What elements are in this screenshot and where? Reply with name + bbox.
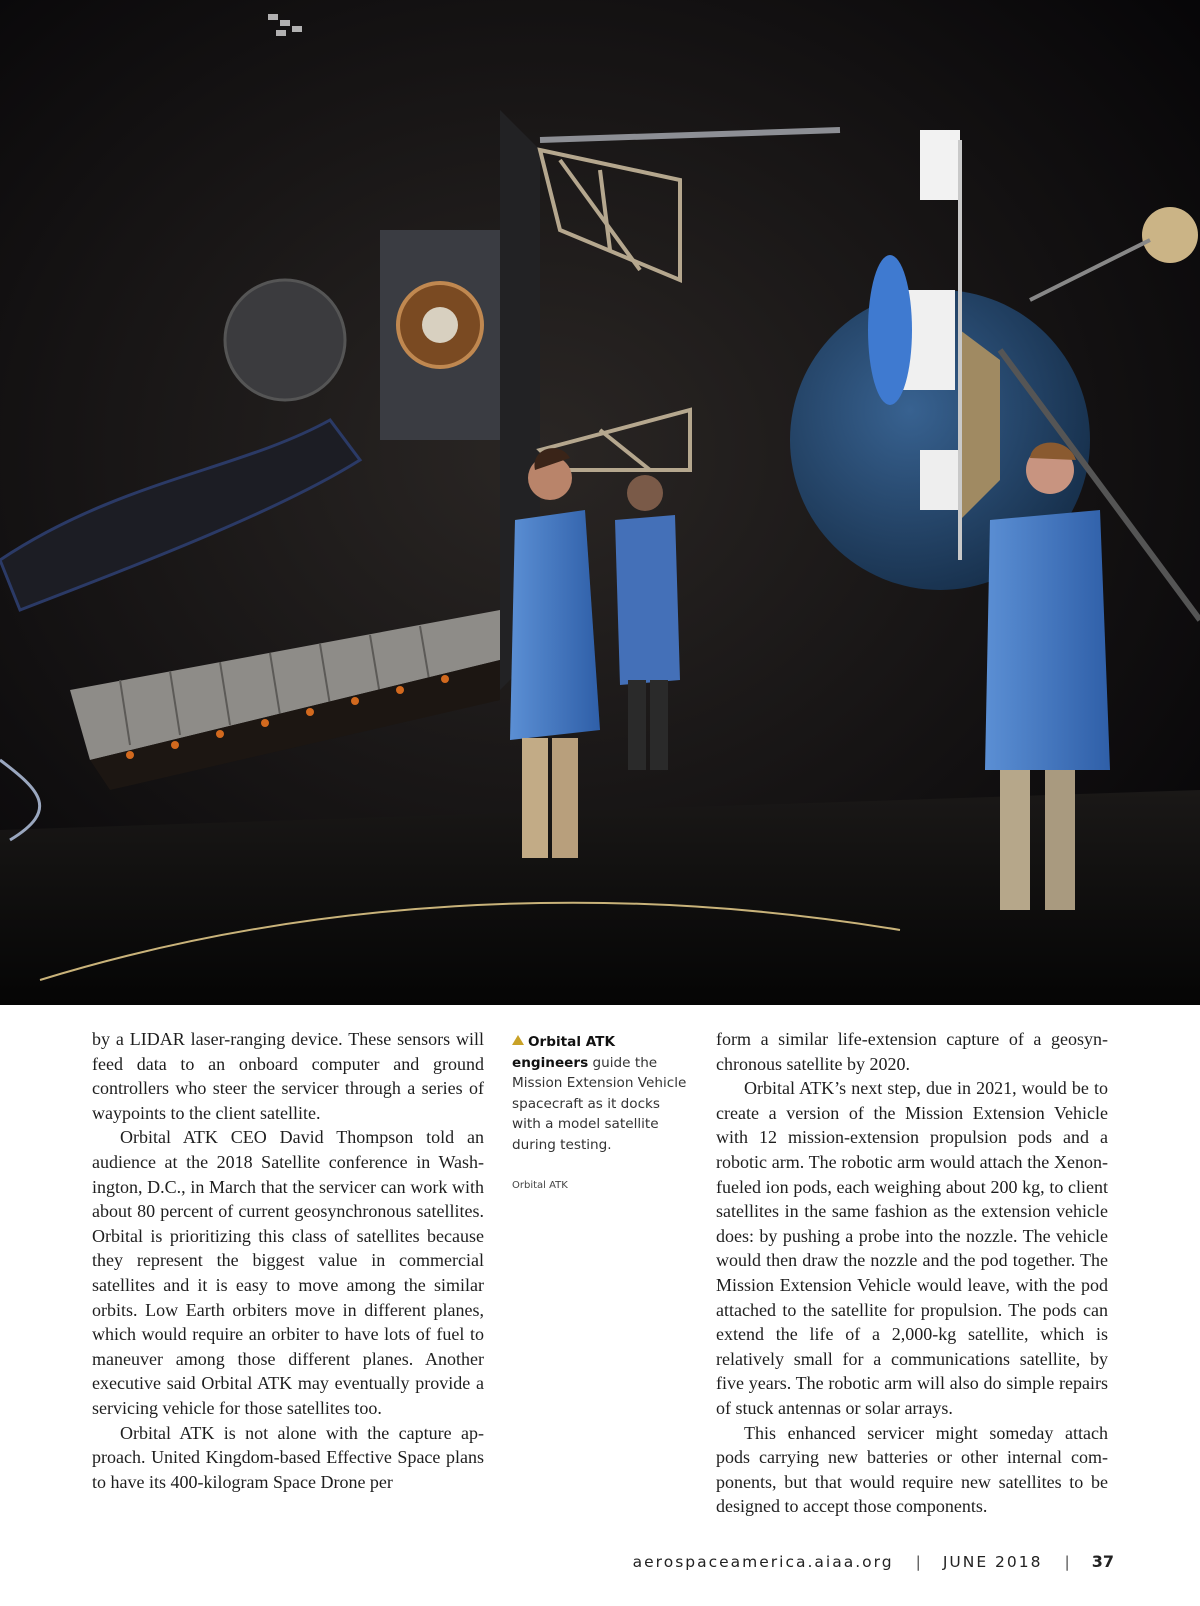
photo-caption	[512, 1032, 687, 1155]
caption-lead: Orbital ATK engineers	[512, 1034, 615, 1071]
article-paragraph: This enhanced servicer might someday attach pods carrying new batteries or other internal components, but that would require new satellites to be designed to accept those components.	[716, 1422, 1108, 1517]
article-paragraph: Orbital ATK CEO David Thompson told an audience at the 2018 Satellite conference in Washington, D.C., in March that the servicer can work with about 80 percent of current geosynchronous satellites. Orbital is prioritizing this class of satellites because they represent the biggest value in commercial satellites and it is easy to move among the similar orbits. Low Earth orbiters move in different planes, which would require an orbiter to have lots of fuel to maneuver among those different planes. Another executive said Orbital ATK may eventually provide a servicing vehicle for those satellites too.	[92, 1127, 484, 1418]
article-column-left	[92, 1027, 484, 1494]
article-column-right	[716, 1027, 1108, 1519]
footer-site-url[interactable]: aerospaceamerica.aiaa.org	[632, 1552, 894, 1571]
footer-separator: |	[1064, 1552, 1070, 1571]
caption-marker-icon	[512, 1035, 524, 1045]
article-paragraph: Orbital ATK is not alone with the capture approach. United Kingdom-based Effective Space plans to have its 400-kilogram Space Drone per	[92, 1422, 484, 1492]
footer-date: JUNE 2018	[942, 1552, 1043, 1571]
photo-credit: Orbital ATK	[512, 1180, 568, 1191]
caption-text: guide the Mission Extension Vehicle spacecraft as it docks with a model satellite during testing.	[512, 1054, 687, 1153]
page-number: 37	[1091, 1552, 1114, 1571]
footer-separator: |	[915, 1552, 921, 1571]
article-paragraph: form a similar life-extension capture of a geosynchronous satellite by 2020.	[716, 1029, 1108, 1074]
page-footer	[633, 1552, 1114, 1571]
article-paragraph: Orbital ATK’s next step, due in 2021, would be to create a version of the Mission Extension Vehicle with 12 mission-extension propulsion pods and a robotic arm. The robotic arm would attach the Xenon-fueled ion pods, each weighing about 200 kg, to client satellites in the same fashion as the extension vehicle does: by pushing a probe into the nozzle. The vehicle would then draw the nozzle and the pod together. The Mission Extension Vehicle would leave, with the pod attached to the satellite for propulsion. The pods can extend the life of a 2,000-kg satellite, which is relatively small for a communications satellite, by five years. The robotic arm will also do simple repairs of stuck antennas or solar arrays.	[716, 1078, 1108, 1418]
article-paragraph: by a LIDAR laser-ranging device. These sensors will feed data to an onboard computer and ground controllers who steer the servicer through a series of waypoints to the client satellite.	[92, 1029, 484, 1123]
